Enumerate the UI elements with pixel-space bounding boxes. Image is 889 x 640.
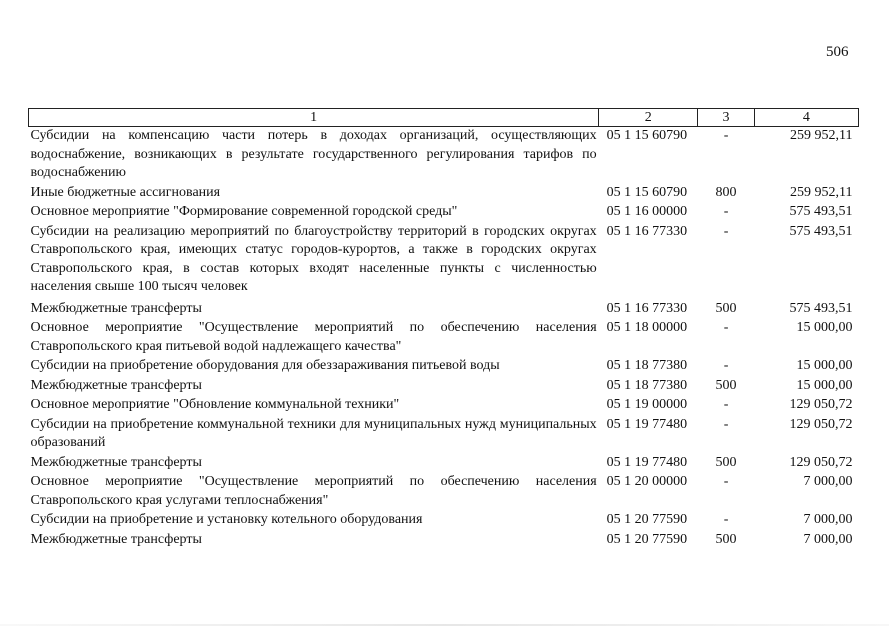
row-amount: 7 000,00 [803, 531, 853, 547]
table-row [29, 357, 859, 377]
scan-artifact-line [0, 624, 889, 626]
row-amount: 15 000,00 [796, 320, 853, 335]
page-number: 506 [826, 44, 849, 60]
table-row [29, 473, 859, 511]
table-row [29, 416, 859, 454]
budget-table [28, 108, 859, 550]
row-name: Субсидии на приобретение оборудования для обеззараживания питьевой воды [30, 358, 500, 373]
row-type: 500 [715, 300, 737, 316]
header-row [29, 109, 859, 127]
row-name: Межбюджетные трансферты [30, 531, 202, 547]
table-row [29, 396, 859, 416]
header-col-3: 3 [698, 109, 755, 127]
row-type: - [723, 128, 729, 143]
row-name: Основное мероприятие "Осуществление мероприятий по обеспечению населения Ставропольского края услугами теплоснабжения" [30, 474, 597, 508]
table-row [29, 454, 859, 474]
row-code: 05 1 20 77590 [606, 512, 688, 527]
row-type: - [723, 512, 729, 527]
row-amount: 129 050,72 [789, 416, 853, 432]
row-name: Межбюджетные трансферты [30, 300, 202, 316]
row-amount: 15 000,00 [796, 377, 853, 393]
row-name: Основное мероприятие "Обновление коммунальной техники" [30, 397, 400, 412]
table-row [29, 511, 859, 531]
row-type: - [723, 416, 729, 432]
row-amount: 7 000,00 [803, 474, 853, 489]
row-amount: 15 000,00 [796, 358, 853, 373]
row-code: 05 1 19 77480 [606, 454, 688, 470]
row-name: Межбюджетные трансферты [30, 454, 202, 470]
row-type: - [723, 397, 729, 412]
row-amount: 259 952,11 [790, 184, 853, 200]
row-amount: 259 952,11 [790, 128, 853, 143]
table-row [29, 127, 859, 184]
row-code: 05 1 18 00000 [606, 320, 688, 335]
row-name: Иные бюджетные ассигнования [30, 184, 221, 200]
row-amount: 575 493,51 [789, 204, 853, 219]
row-code: 05 1 15 60790 [606, 184, 688, 200]
row-type: - [723, 204, 729, 219]
row-code: 05 1 18 77380 [606, 377, 688, 393]
row-name: Субсидии на приобретение коммунальной техники для муниципальных нужд муниципальных образований [30, 416, 597, 450]
row-name: Субсидии на приобретение и установку котельного оборудования [30, 512, 423, 527]
row-amount: 129 050,72 [789, 454, 853, 470]
row-code: 05 1 16 77330 [606, 223, 688, 239]
table-body [29, 127, 859, 551]
row-code: 05 1 20 77590 [606, 531, 688, 547]
table-row [29, 203, 859, 223]
row-name: Межбюджетные трансферты [30, 377, 202, 393]
row-code: 05 1 16 77330 [606, 300, 688, 316]
row-type: - [723, 474, 729, 489]
table-row [29, 223, 859, 300]
row-type: - [723, 320, 729, 335]
row-type: 500 [715, 454, 737, 470]
row-code: 05 1 18 77380 [606, 358, 688, 373]
row-code: 05 1 19 00000 [606, 397, 688, 412]
row-code: 05 1 15 60790 [606, 128, 688, 143]
table-row [29, 184, 859, 204]
header-col-4: 4 [754, 109, 858, 127]
row-amount: 575 493,51 [789, 300, 853, 316]
row-type: 800 [715, 184, 737, 200]
row-amount: 575 493,51 [789, 223, 853, 239]
row-type: - [723, 358, 729, 373]
row-type: 500 [715, 531, 737, 547]
header-col-2: 2 [599, 109, 698, 127]
row-type: - [723, 223, 729, 239]
row-name: Основное мероприятие "Формирование современной городской среды" [30, 204, 458, 219]
row-name: Субсидии на реализацию мероприятий по благоустройству территорий в городских округах Ставропольского края, имеющих статус городов-курортов, а также в городских округах Ставропольского края, в состав которых входят населенные пункты с численностью населения свыше 100 тысяч человек [30, 223, 597, 294]
row-amount: 7 000,00 [803, 512, 853, 527]
table-row [29, 531, 859, 551]
table-row [29, 319, 859, 357]
row-name: Субсидии на компенсацию части потерь в доходах организаций, осуществляющих водоснабжение, возникающих в результате государственного регулирования тарифов по водоснабжению [30, 128, 597, 180]
row-amount: 129 050,72 [789, 397, 853, 412]
row-code: 05 1 19 77480 [606, 416, 688, 432]
table-row [29, 377, 859, 397]
row-name: Основное мероприятие "Осуществление мероприятий по обеспечению населения Ставропольского края питьевой водой надлежащего качества" [30, 320, 597, 354]
row-code: 05 1 20 00000 [606, 474, 688, 489]
row-type: 500 [715, 377, 737, 393]
table-row [29, 300, 859, 320]
header-col-1: 1 [29, 109, 599, 127]
table-header [29, 109, 859, 127]
row-code: 05 1 16 00000 [606, 204, 688, 219]
